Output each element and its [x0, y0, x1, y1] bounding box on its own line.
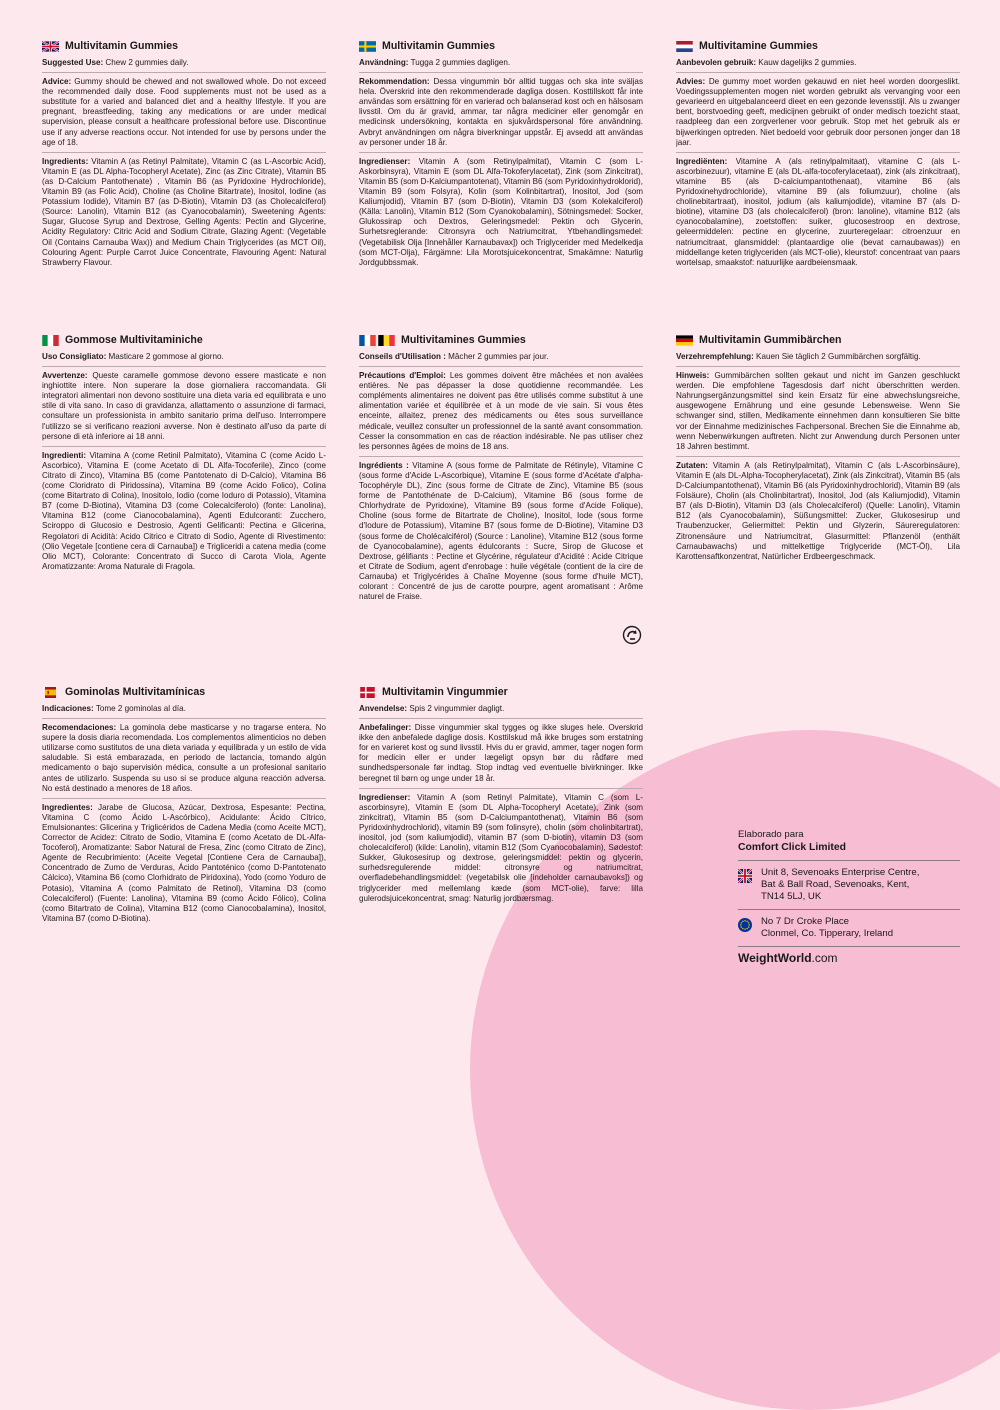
spain-flag-icon: [42, 687, 59, 698]
ingredients: Ingredienser: Vitamin A (som Retinyl Palmitate), Vitamin C (som L-ascorbinsyre), Vitamin E (som DL Alpha-Tocopheryl Acetate), Zink (som zinkcitrat), Vitamin B5 (som D-Calciumpantothenat), Vitamin B6 (som Pyridoxinhydrochlorid), vitamin B9 (som folinsyre), cholin (som cholinbitartrat), inositol, jod (som kaliumjodid), vitamin B7 (som D-biotin), vitamin D3 (som cholecalciferol) (kilde: Lanolin), vitamin B12 (Som Cyanocobalamin), Sødestof: Sukker, Glukosesirup og dextrose, geleringsmiddel: pektin og glycerin, surhedsregulerende middel: citronsyre og natriumcitrat, overfladebehandlingsmiddel: (vegetabilsk olie [indeholder carnaubavoks]) og triglycerider med mellemlang kæde (som MCT-olie), farve: lilla gulerodsjuicekoncentrat, smag: Naturlig jordbærsmag.: [359, 792, 643, 903]
section-swedish: [359, 40, 643, 272]
ingredients: Ingredientes: Jarabe de Glucosa, Azúcar, Dextrosa, Espesante: Pectina, Vitamina C (como Ácido L-Ascórbico), Acidulante: Ácido Cítrico, Emulsionantes: Glicerina y Triglicéridos de Cadena Media (como Aceite MCT), Corrector de Acidez: Citrato de Sodio, Vitamina E (como Acetato de DL-Alfa-Tocoferol), Aromatizante: Sabor Natural de Fresa, Zinc (como Citrato de Zinc), Agente de Recubrimiento: (Aceite Vegetal [Contiene Cera de Carnauba]), Concentrado de Zumo de Verduras, Ácido Pantoténico (como D-Pantotenato Cálcico), Vitamina B6 (como Clorhidrato de Piridoxina), Yodo (como Yoduro de Potasio), Vitamina A (como Palmitato de Retinol), Vitamina D3 (como Colecalciferol) (Fuente: Lanolina), Vitamina B9 (como Ácido Fólico), Colina (como Bitartrato de Colina), Vitamina B12 (como Cianocobalamina), Inositol, Vitamina B7 (como D-Biotina).: [42, 802, 326, 923]
uk-address: [738, 860, 960, 903]
section-header: [42, 686, 326, 698]
ingredients: Ingrediënten: Vitamine A (als retinylpalmitaat), vitamine C (als L-ascorbinezuur), vitamine E (als DL-alfa-tocoferylacetaat), zink (als zinkcitraat), vitamine B5 (als D-calciumpantothenaat), vitamine B6 (als Pyridoxinehydrochloride), vitamine B9 (als foliumzuur), choline (als cholinebitartraat), inositol, jodium (als kaliumjodide), vitamine B7 (als D-biotine), vitamine D3 (als cholecalciferol) (bron: lanoline), vitamine B12 (als cyanocobalamine), zoetstoffen: suiker, glucosestroop en dextrose, geleermiddelen: pectine en glycerine, zuurteregelaar: citroenzuur en natriumcitraat, glansmiddel: (plantaardige olie (bevat carnaubawas)) en middellange keten triglyceriden (als MCT-olie), kleurstof: concentraat van paars wortelsap, smaakstof: natuurlijke aardbeiensmaak.: [676, 156, 960, 267]
section-title: Gominolas Multivitamínicas: [65, 686, 206, 698]
section-danish: [359, 686, 643, 926]
ingredients: Ingredients: Vitamin A (as Retinyl Palmitate), Vitamin C (as L-Ascorbic Acid), Vitamin E (as DL Alpha-Tocopheryl Acetate), Zinc (as Zinc Citrate), Vitamin B5 (as D-Calcium Pantothenate) , Vitamin B6 (as Pyridoxine Hydrochloride), Vitamin B9 (as Folic Acid), Choline (as Choline Bitartrate), Inositol, Iodine (as Potassium Iodide), Vitamin B7 (as D-Biotin), Vitamin D3 (as Cholecalciferol) (Source: Lanolin), Vitamin B12 (as Cyanocobalamin), Sweetening Agents: Sugar, Glucose Syrup and Dextrose, Gelling Agents: Pectin and Glycerine, Acidity Regulatory: Citric Acid and Sodium Citrate, Glazing Agent: (Vegetable Oil (Contains Carnauba Wax)) and Medium Chain Triglycerides (as MCT Oil), Colouring Agent: Purple Carrot Juice Concentrate, Flavouring Agent: Natural Strawberry Flavour.: [42, 156, 326, 267]
suggested-use: Indicaciones: Tome 2 gominolas al día.: [42, 704, 186, 713]
suggested-use: Suggested Use: Chew 2 gummies daily.: [42, 58, 189, 67]
section-header: [42, 40, 326, 52]
address-line: Unit 8, Sevenoaks Enterprise Centre,: [761, 867, 920, 878]
denmark-flag-icon: [359, 687, 376, 698]
ingredients: Ingredienti: Vitamina A (come Retinil Palmitato), Vitamina C (come Acido L-Ascorbico), Vitamina E (come Acetato di DL Alfa-Tocoferile), Zinco (come Citrato di Zinco), Vitamina B5 (come Pantotenato di D-Calcio), Vitamina B6 (come Cloridrato di Piridossina), Vitamina B9 (come Acido Folico), Colina (come Bitartrato di Colina), Inositolo, Iodio (come Ioduro di Potassio), Vitamina B7 (come D-Biotina), Vitamina D3 (come Colecalciferolo) (fonte: Lanolina), Vitamina B12 (come Cianocobalamina), Agenti Edulcoranti: Zucchero, Sciroppo di Glucosio e Destrosio, Agenti Gelificanti: Pectina e Glicerina, Regolatori di Acidità: Acido Citrico e Citrato di Sodio, Agente di Rivestimento: (Olio Vegetale [contiene cera di Carnauba]) e Trigliceridi a catena media (come Olio MCT), Colorante: Concentrato di Succo di Carota Viola, Agente Aromatizzante: Aroma Naturale di Fragola.: [42, 450, 326, 571]
suggested-use: Aanbevolen gebruik: Kauw dagelijks 2 gummies.: [676, 58, 857, 67]
section-title: Multivitamines Gummies: [401, 334, 526, 346]
section-spanish: [42, 686, 326, 986]
suggested-use: Conseils d'Utilisation : Mâcher 2 gummies par jour.: [359, 352, 549, 361]
made-for-label: Elaborado para: [738, 829, 804, 840]
divider: [359, 72, 643, 73]
brand-website: WeightWorld.com: [738, 946, 960, 964]
suggested-use: Uso Consigliato: Masticare 2 gommose al giorno.: [42, 352, 224, 361]
divider: [676, 72, 960, 73]
divider: [676, 366, 960, 367]
sweden-flag-icon: [359, 41, 376, 52]
divider: [359, 718, 643, 719]
section-italian: [42, 334, 326, 624]
section-dutch: [676, 40, 960, 272]
divider: [42, 72, 326, 73]
divider: [42, 718, 326, 719]
divider: [359, 366, 643, 367]
divider: [42, 366, 326, 367]
divider: [42, 152, 326, 153]
advice: Avvertenze: Queste caramelle gommose devono essere masticate e non inghiottite intere. Non superare la dose giornaliera raccomandata. Gli integratori alimentari non devono sostituire una dieta varia ed equilibrata e uno stile di vita sano. In caso di gravidanza, allattamento o assunzione di farmaci, consultare un professionista in ambito sanitario prima dell'uso. Interrompere l'utilizzo se si verificano reazioni avverse. Non è destinato all'uso da parte di persone di età inferiore ai 18 anni.: [42, 371, 326, 441]
advice: Advice: Gummy should be chewed and not swallowed whole. Do not exceed the recommended daily dose. Food supplements must not be used as a substitute for a varied and balanced diet and a healthy lifestyle. If you are pregnant, breastfeeding, taking any medications or are under medical supervision, please consult a healthcare professional before use. Discontinue use if any adverse reactions occur. Not intended for use by persons under the age of 18.: [42, 77, 326, 147]
section-header: [676, 40, 960, 52]
section-header: [42, 334, 326, 346]
address-line: Bat & Ball Road, Sevenoaks, Kent,: [761, 879, 910, 890]
ireland-address: [738, 909, 960, 940]
divider: [42, 798, 326, 799]
suggested-use: Anvendelse: Spis 2 vingummier dagligt.: [359, 704, 505, 713]
section-title: Multivitamin Gummies: [382, 40, 496, 52]
advice: Anbefalinger: Disse vingummier skal tygges og ikke sluges hele. Overskrid ikke den anbefalede daglige dosis. Kosttilskud må ikke bruges som erstatning for en varieret kost og sund livsstil. Hvis du er gravid, ammer, tager nogen form for medicin eller er under lægeligt opsyn bør du rådføre med sundhedspersonale før indtag. Stop indtag ved eventuelle bivirkninger. Ikke beregnet til børn og unge under 18 år.: [359, 723, 643, 783]
advice: Précautions d'Emploi: Les gommes doivent être mâchées et non avalées entières. Ne pas dépasser la dose quotidienne recommandée. Les compléments alimentaires ne doivent pas être utilisés comme substitut à une alimentation variée et équilibrée et à un mode de vie sain. Si vous êtes enceinte, allaitez, prenez des médicaments ou êtes sous surveillance médicale, veuillez consulter un professionnel de la santé avant consommation. Cesser la consommation en cas de réaction indésirable. Ne pas utiliser chez les personnes âgées de moins de 18 ans.: [359, 371, 643, 451]
eu-flag-icon: [738, 918, 752, 932]
ingredients: Ingrédients : Vitamine A (sous forme de Palmitate de Rétinyle), Vitamine C (sous forme d'Acide L-Ascorbique), Vitamine E (sous forme d'Acétate d'alpha-Tocophéryle DL), Zinc (sous forme de Citrate de Zinc), Vitamine B5 (sous forme de Pantothénate de D-Calcium), Vitamine B6 (sous forme de Chlorhydrate de Pyridoxine), Vitamine B9 (sous forme d'Acide Folique), Choline (sous forme de Bitartrate de Choline), Inositol, Iode (sous forme d'Iodure de Potassium), Vitamine B7 (sous forme de D-Biotine), Vitamine D3 (sous forme de Cholécalciférol) (Source : Lanoline), Vitamine B12 (sous forme de Cyanocobalamine), agents édulcorants : Sucre, Sirop de Glucose et Dextrose, gélifiants : Pectine et Glycérine, régulateur d'Acidité : Acide Citrique et Citrate de Sodium, agent d'enrobage : huile végétale (contient de la cire de Carnauba) et Triglycérides à Chaîne Moyenne (sous forme d'huile MCT), colorant : Concentré de jus de carotte pourpre, agent aromatisant : Arôme naturel de Fraise.: [359, 460, 643, 602]
section-french: [359, 334, 643, 632]
uk-flag-icon: [738, 869, 752, 883]
ingredients: Ingredienser: Vitamin A (som Retinylpalmitat), Vitamin C (som L-Askorbinsyra), Vitamin E (som DL Alfa-Tokoferylacetat), Zink (som Zinkcitrat), Vitamin B5 (som D-Kalciumpantotenat), Vitamin B6 (som Pyridoxinhydroklorid), Vitamin B9 (som Folsyra), Kolin (som Kolinbitartrat), Inositol, Jod (som Kaliumjodid), Vitamin B7 (som D-Biotin), Vitamin D3 (som Kolekalciferol) (Källa: Lanolin), Vitamin B12 (Som Cyanokobalamin), Sötningsmedel: Socker, Glukossirap och Dextros, Geleringsmedel: Pektin och Glycerin, Surhetsreglerande: Citronsyra och Natriumcitrat, Ytbehandlingsmedel: (Vegetabilisk Olja [Innehåller Karnaubavax]) och Triglycerider med Medelkedja (som MCT-Olja), Färgämne: Lila Morotsjuicekoncentrat, Smakämne: Naturlig Jordgubbssmak.: [359, 156, 643, 267]
uk-flag-icon: [42, 41, 59, 52]
advice: Hinweis: Gummibärchen sollten gekaut und nicht im Ganzen geschluckt werden. Die empfohlene Tagesdosis darf nicht überschritten werden. Nahrungsergänzungsmittel sind kein Ersatz für eine abwechslungsreiche, ausgewogene Ernährung und eine gesunde Lebensweise. Wenn Sie schwanger sind, stillen, Medikamente einnehmen dann konsultieren Sie bitte vor der Einnahme medizinisches Fachpersonal. Brechen Sie die Einnahme ab, wenn Nebenwirkungen auftreten. Nicht zur Anwendung durch Personen unter 18 Jahren bestimmt.: [676, 371, 960, 451]
advice: Recomendaciones: La gominola debe masticarse y no tragarse entera. No supere la dosis diaria recomendada. Los complementos alimenticios no deben utilizarse como sustitutos de una dieta variada y equilibrada y un estilo de vida saludable. Si está embarazada, en periodo de lactancia, tomando algún medicamento o bajo supervisión médica, consulte a un profesional sanitario antes de utilizarlo. Suspenda su uso si se produce alguna reacción adversa. No está destinado a menores de 18 años.: [42, 723, 326, 793]
suggested-use: Verzehrempfehlung: Kauen Sie täglich 2 Gummibärchen sorgfältig.: [676, 352, 921, 361]
section-title: Gommose Multivitaminiche: [65, 334, 203, 346]
company-name: Comfort Click Limited: [738, 842, 846, 853]
recycle-icon: [622, 625, 642, 645]
section-title: Multivitamin Gummies: [65, 40, 179, 52]
section-header: [359, 40, 643, 52]
divider: [676, 152, 960, 153]
section-title: Multivitamine Gummies: [699, 40, 818, 52]
germany-flag-icon: [676, 335, 693, 346]
divider: [42, 446, 326, 447]
address-line: TN14 5LJ, UK: [761, 891, 822, 902]
section-header: [676, 334, 960, 346]
belgium-flag-icon: [378, 335, 395, 346]
netherlands-flag-icon: [676, 41, 693, 52]
italy-flag-icon: [42, 335, 59, 346]
address-line: Clonmel, Co. Tipperary, Ireland: [761, 928, 894, 939]
france-flag-icon: [359, 335, 376, 346]
suggested-use: Användning: Tugga 2 gummies dagligen.: [359, 58, 511, 67]
advice: Rekommendation: Dessa vingummin bör alltid tuggas och ska inte sväljas hela. Överskrid inte den rekommenderade dagliga dosen. Kosttillskott får inte användas som ersättning för en varierad och balanserad kost och en hälsosam livsstil. Om du är gravid, ammar, tar några mediciner eller genomgår en medicinsk undersökning, kontakta en sjukvårdspersonal före användning. Avbryt användningen om några biverkningar uppstår. Ej avsedd att användas av personer under 18 år.: [359, 77, 643, 147]
section-english: [42, 40, 326, 272]
divider: [359, 456, 643, 457]
section-title: Multivitamin Gummibärchen: [699, 334, 842, 346]
section-german: [676, 334, 960, 594]
divider: [359, 152, 643, 153]
manufacturer-info: [738, 829, 960, 964]
section-title: Multivitamin Vingummier: [382, 686, 508, 698]
ingredients: Zutaten: Vitamin A (als Retinylpalmitat), Vitamin C (als L-Ascorbinsäure), Vitamin E (als DL-Alpha-Tocopherylacetat), Zink (als Zinkcitrat), Vitamin B5 (als D-Calciumpantothenat), Vitamin B6 (als Pyridoxinhydrochlorid), Vitamin B9 (als Folsäure), Cholin (als Cholinbitartrat), Inositol, Jod (als Kaliumjodid), Vitamin B7 (als D-Biotin), Vitamin D3 (als Cholecalciferol) (Quelle: Lanolin), Vitamin B12 (als Cyanocobalamin), Süßungsmittel: Zucker, Glukosesirup und Traubenzucker, Geliermittel: Pektin und Glyzerin, Säureregulatoren: Zitronensäure und Natriumcitrat, Glasurmittel: Pflanzenöl (enthält Carnaubawachs) und mittelkettige Triglyceride (MCT-Öl), Lila Karottensaftkonzentrat, Natürlicher Erdbeergeschmack.: [676, 460, 960, 561]
divider: [676, 456, 960, 457]
advice: Advies: De gummy moet worden gekauwd en niet heel worden doorgeslikt. Voedingssupplementen mogen niet worden gebruikt als vervanging voor een gevarieerd en uitgebalanceerd dieet en een gezonde levensstijl. Als u zwanger bent, borstvoeding geeft, medicijnen gebruikt of onder medisch toezicht staat, raadpleeg dan een zorgverlener voor gebruik. Stop met het gebruik als er bijwerkingen optreden. Niet bedoeld voor gebruik door personen jonger dan 18 jaar.: [676, 77, 960, 147]
divider: [359, 788, 643, 789]
section-header: [359, 686, 643, 698]
section-header: [359, 334, 643, 346]
address-line: No 7 Dr Croke Place: [761, 916, 849, 927]
